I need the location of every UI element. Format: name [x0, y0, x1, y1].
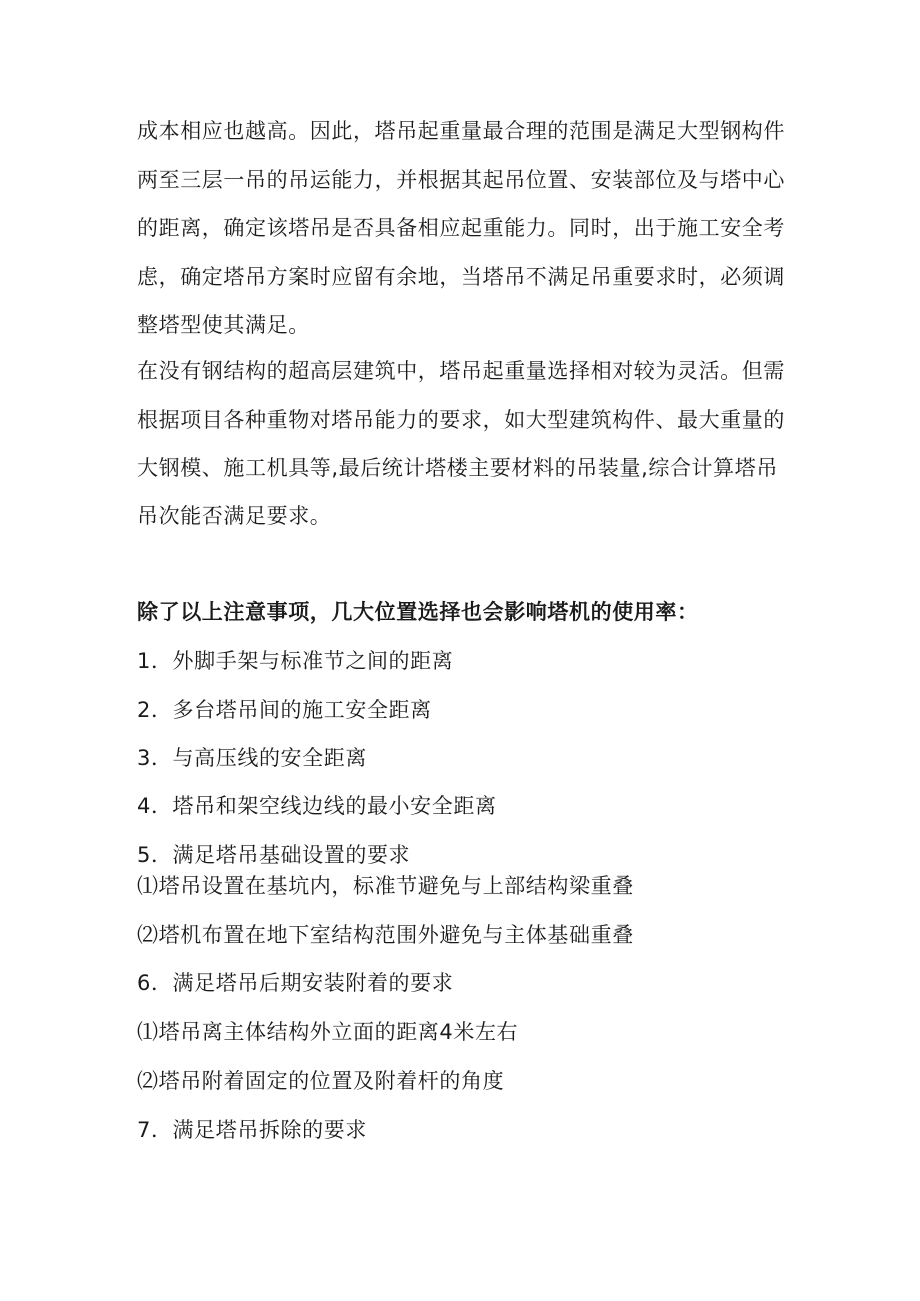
- paragraph-line: 大钢模、施工机具等,最后统计塔楼主要材料的吊装量,综合计算塔吊: [137, 456, 778, 480]
- section-heading: 除了以上注意事项，几大位置选择也会影响塔机的使用率：: [137, 600, 699, 624]
- list-item: 3．与高压线的安全距离: [137, 746, 367, 770]
- list-item: 7．满足塔吊拆除的要求: [137, 1118, 367, 1142]
- paragraph-line: 成本相应也越高。因此，塔吊起重量最合理的范围是满足大型钢构件: [137, 119, 785, 143]
- list-item: 2．多台塔吊间的施工安全距离: [137, 698, 432, 722]
- list-sub-item: ⑴塔吊设置在基坑内，标准节避免与上部结构梁重叠: [137, 874, 634, 898]
- list-item: 5．满足塔吊基础设置的要求: [137, 843, 411, 867]
- paragraph-line: 两至三层一吊的吊运能力，并根据其起吊位置、安装部位及与塔中心: [137, 168, 785, 192]
- paragraph-line: 虑，确定塔吊方案时应留有余地，当塔吊不满足吊重要求时，必须调: [137, 265, 785, 289]
- paragraph-line: 整塔型使其满足。: [137, 313, 310, 337]
- paragraph-line: 在没有钢结构的超高层建筑中，塔吊起重量选择相对较为灵活。但需: [137, 359, 785, 383]
- paragraph-line: 吊次能否满足要求。: [137, 504, 332, 528]
- list-item: 6．满足塔吊后期安装附着的要求: [137, 971, 454, 995]
- list-item: 1．外脚手架与标准节之间的距离: [137, 649, 454, 673]
- paragraph-line: 的距离，确定该塔吊是否具备相应起重能力。同时，出于施工安全考: [137, 216, 785, 240]
- list-sub-item: ⑵塔机布置在地下室结构范围外避免与主体基础重叠: [137, 923, 634, 947]
- list-item: 4．塔吊和架空线边线的最小安全距离: [137, 794, 497, 818]
- paragraph-line: 根据项目各种重物对塔吊能力的要求，如大型建筑构件、最大重量的: [137, 408, 785, 432]
- list-sub-item: ⑵塔吊附着固定的位置及附着杆的角度: [137, 1069, 505, 1093]
- list-sub-item: ⑴塔吊离主体结构外立面的距离4米左右: [137, 1020, 519, 1044]
